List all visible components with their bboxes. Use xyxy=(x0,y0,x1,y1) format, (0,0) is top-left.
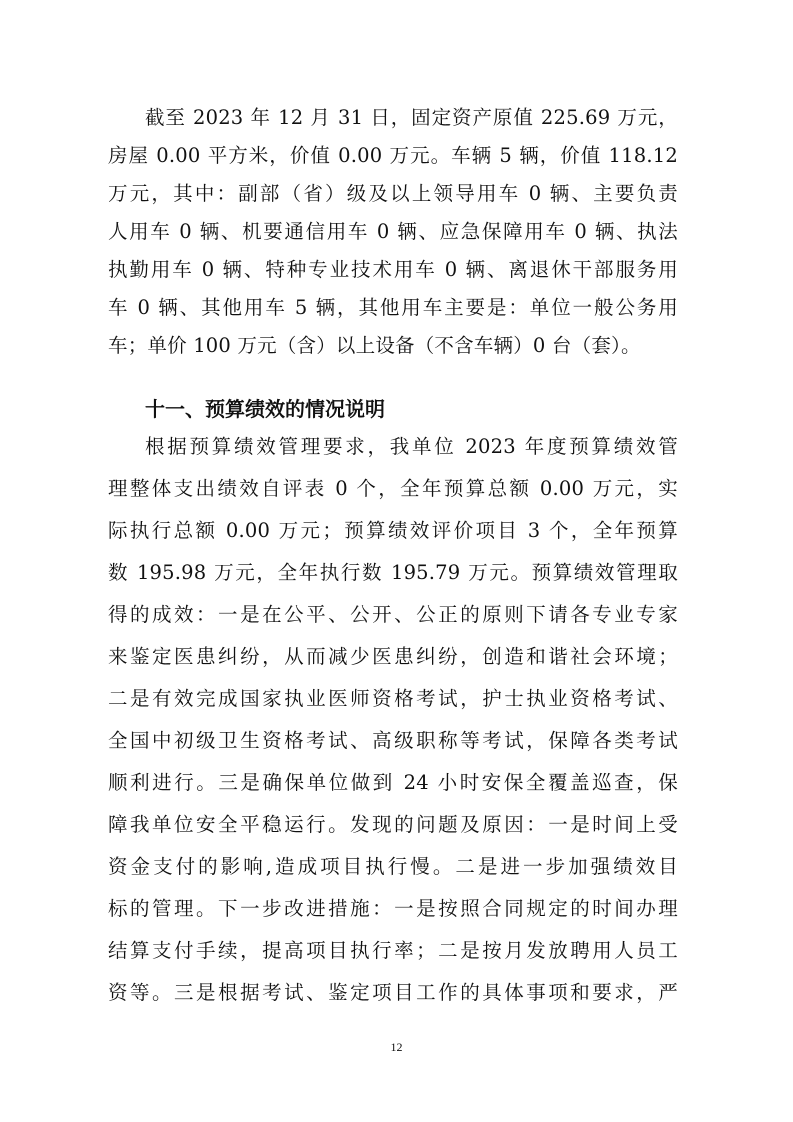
paragraph-2-line: 得的成效：一是在公平、公开、公正的原则下请各专业专家 xyxy=(108,603,678,626)
paragraph-2-line: 根据预算绩效管理要求，我单位 2023 年度预算绩效管 xyxy=(145,435,678,458)
paragraph-1-line: 房屋 0.00 平方米，价值 0.00 万元。车辆 5 辆，价值 118.12 xyxy=(108,144,678,167)
paragraph-2-line: 理整体支出绩效自评表 0 个，全年预算总额 0.00 万元，实 xyxy=(108,477,678,500)
paragraph-1-line: 车 0 辆、其他用车 5 辆，其他用车主要是：单位一般公务用 xyxy=(108,296,678,319)
paragraph-2-line: 顺利进行。三是确保单位做到 24 小时安保全覆盖巡查，保 xyxy=(108,771,678,794)
paragraph-1-line: 车；单价 100 万元（含）以上设备（不含车辆）0 台（套）。 xyxy=(108,334,641,357)
section-heading: 十一、预算绩效的情况说明 xyxy=(145,397,385,421)
paragraph-2-line: 标的管理。下一步改进措施：一是按照合同规定的时间办理 xyxy=(108,897,678,920)
paragraph-2-line: 资等。三是根据考试、鉴定项目工作的具体事项和要求，严 xyxy=(108,981,678,1004)
paragraph-1-line: 人用车 0 辆、机要通信用车 0 辆、应急保障用车 0 辆、执法 xyxy=(108,220,678,243)
paragraph-2-line: 数 195.98 万元，全年执行数 195.79 万元。预算绩效管理取 xyxy=(108,561,678,584)
paragraph-2-line: 全国中初级卫生资格考试、高级职称等考试，保障各类考试 xyxy=(108,729,678,752)
paragraph-2-line: 际执行总额 0.00 万元；预算绩效评价项目 3 个，全年预算 xyxy=(108,519,678,542)
paragraph-2-line: 障我单位安全平稳运行。发现的问题及原因：一是时间上受 xyxy=(108,813,678,836)
paragraph-2-line: 资金支付的影响,造成项目执行慢。二是进一步加强绩效目 xyxy=(108,855,678,878)
paragraph-1-line: 万元，其中：副部（省）级及以上领导用车 0 辆、主要负责 xyxy=(108,182,678,205)
paragraph-2-line: 来鉴定医患纠纷，从而减少医患纠纷，创造和谐社会环境； xyxy=(108,645,678,668)
paragraph-2-line: 结算支付手续，提高项目执行率；二是按月发放聘用人员工 xyxy=(108,939,678,962)
paragraph-1-line: 截至 2023 年 12 月 31 日，固定资产原值 225.69 万元， xyxy=(145,106,678,129)
paragraph-2-line: 二是有效完成国家执业医师资格考试，护士执业资格考试、 xyxy=(108,687,678,710)
paragraph-1-line: 执勤用车 0 辆、特种专业技术用车 0 辆、离退休干部服务用 xyxy=(108,258,678,281)
page-number: 12 xyxy=(390,1040,403,1054)
